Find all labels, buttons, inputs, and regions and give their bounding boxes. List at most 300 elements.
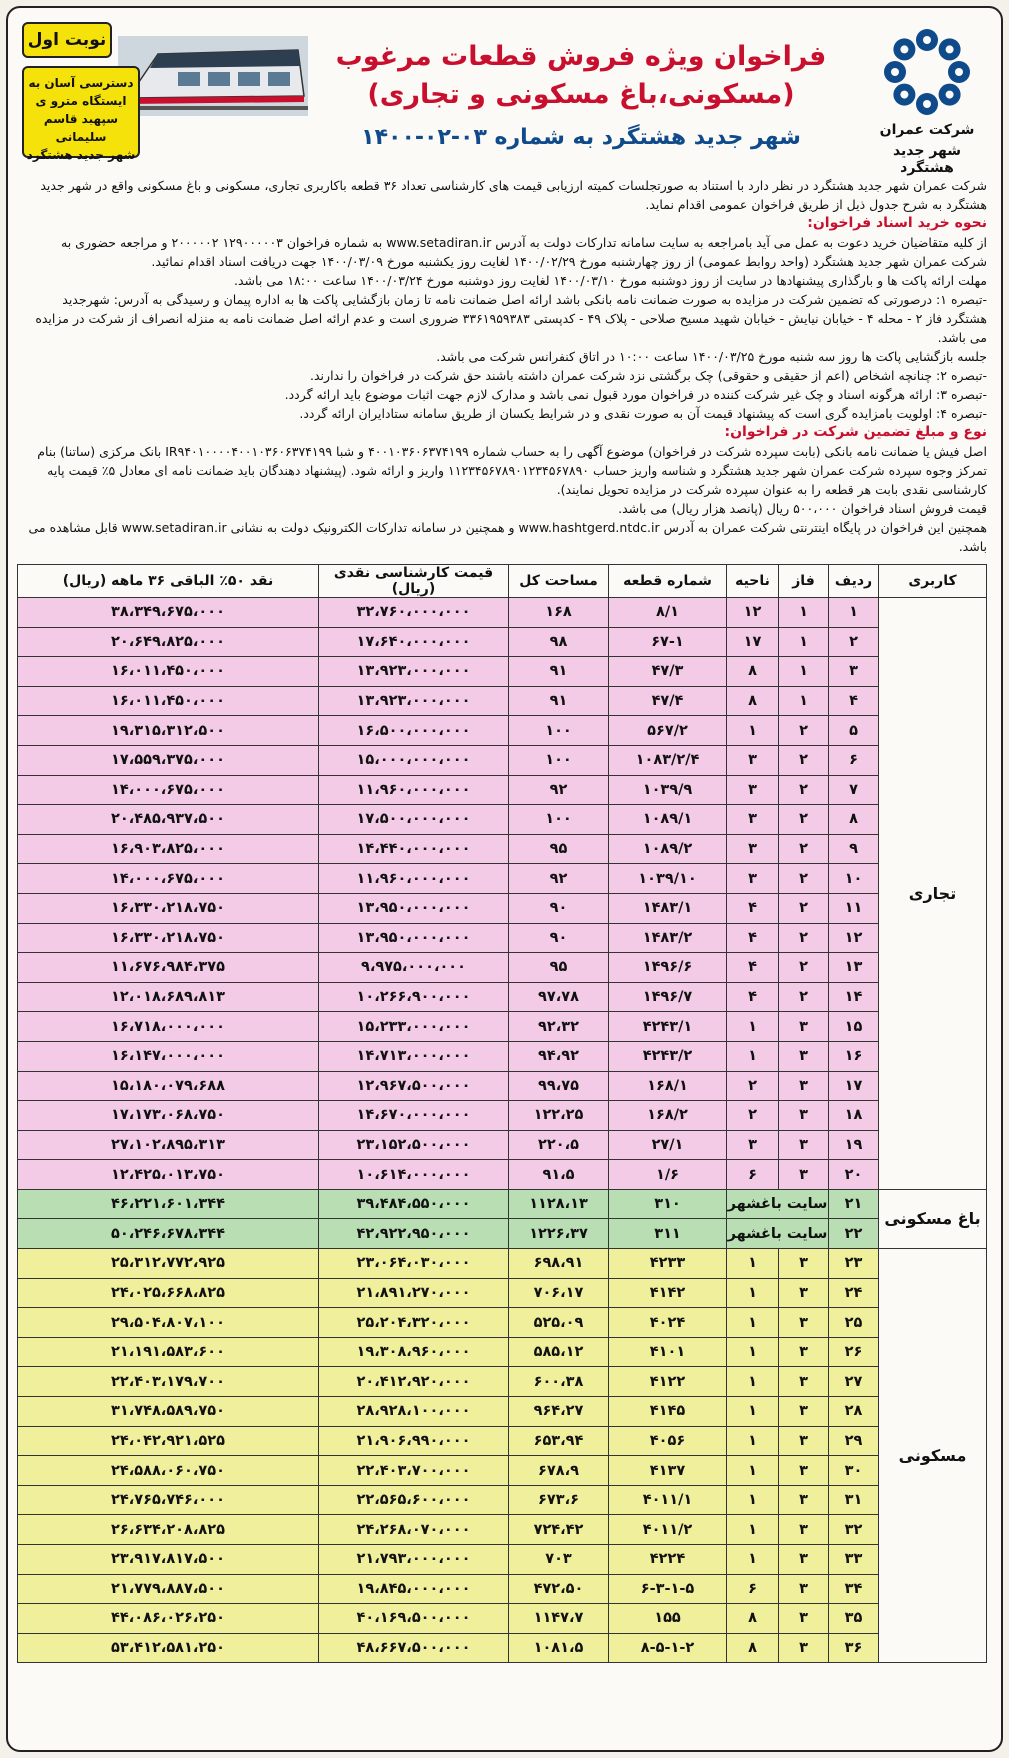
- table-cell: ۴۲،۹۲۲،۹۵۰،۰۰۰: [319, 1219, 509, 1249]
- website-paragraph: همچنین این فراخوان در پایگاه اینترنتی شرکت عمران به آدرس www.hashtgerd.ntdc.ir و همچنین در سامانه تدارکات الکترونیک دولت به نشانی www.setadiran.ir قابل مشاهده می باشد.: [28, 520, 987, 554]
- table-cell: ۶۷۳،۶: [509, 1485, 609, 1515]
- table-cell: ۱۲: [727, 598, 779, 628]
- promo-box: [22, 22, 312, 162]
- table-cell: ۱۱،۹۶۰،۰۰۰،۰۰۰: [319, 775, 509, 805]
- table-cell: ۱۴،۷۱۳،۰۰۰،۰۰۰: [319, 1041, 509, 1071]
- table-cell: ۳: [779, 1545, 829, 1575]
- table-cell: ۴۴،۰۸۶،۰۲۶،۲۵۰: [18, 1604, 319, 1634]
- table-cell: ۱: [727, 1278, 779, 1308]
- table-cell: ۱۷،۱۷۳،۰۶۸،۷۵۰: [18, 1101, 319, 1131]
- table-cell: ۴۰۵۶: [609, 1426, 727, 1456]
- column-header: ناحیه: [727, 565, 779, 598]
- table-cell: ۲۷،۱۰۲،۸۹۵،۳۱۳: [18, 1130, 319, 1160]
- table-cell: ۲۱،۸۹۱،۲۷۰،۰۰۰: [319, 1278, 509, 1308]
- table-cell: ۱۱،۶۷۶،۹۸۴،۳۷۵: [18, 953, 319, 983]
- table-cell: ۱۷: [727, 627, 779, 657]
- table-cell: ۳: [727, 745, 779, 775]
- table-cell: ۲: [779, 953, 829, 983]
- table-cell: ۱: [727, 1041, 779, 1071]
- table-cell: ۱۹،۳۰۸،۹۶۰،۰۰۰: [319, 1337, 509, 1367]
- table-cell: ۱: [779, 627, 829, 657]
- title-block: [301, 38, 861, 156]
- table-cell: ۸: [727, 1633, 779, 1663]
- table-cell: ۶۵۳،۹۴: [509, 1426, 609, 1456]
- column-header: ردیف: [829, 565, 879, 598]
- table-cell: ۱۹: [829, 1130, 879, 1160]
- table-cell: ۳: [779, 1278, 829, 1308]
- table-cell: ۱: [779, 598, 829, 628]
- table-cell: ۳: [829, 657, 879, 687]
- table-cell: ۲۰: [829, 1160, 879, 1190]
- table-cell: ۳: [727, 864, 779, 894]
- table-cell: ۲۷: [829, 1367, 879, 1397]
- table-cell: ۴۰۱۱/۲: [609, 1515, 727, 1545]
- table-cell: ۳: [727, 805, 779, 835]
- table-row: [18, 1337, 987, 1367]
- table-cell: ۱۶،۷۱۸،۰۰۰،۰۰۰: [18, 1012, 319, 1042]
- document-price: قیمت فروش اسناد فراخوان ۵۰۰،۰۰۰ ریال (پانصد هزار ریال) می باشد.: [618, 501, 987, 516]
- table-cell: ۱۰۸۳/۲/۴: [609, 745, 727, 775]
- table-cell: ۹۱،۵: [509, 1160, 609, 1190]
- column-header: شماره قطعه: [609, 565, 727, 598]
- table-cell: ۱۱۲۸،۱۳: [509, 1189, 609, 1219]
- note-1: -تبصره ۱: درصورتی که تضمین شرکت در مزایده به صورت ضمانت نامه بانکی باشد ارائه اصل ضمانت نامه تا زمان بازگشایی پاکت ها به اداره پیمان و رسیدگی به آدرس: شهرجدید هشتگرد فاز ۲ - محله ۴ - خیابان نیایش - خیابان شهید مسیح صلاحی - پلاک ۴۹ - کدپستی ۳۳۶۱۹۵۹۳۸۳ ضروری است و عدم ارائه اصل ضمانت نامه به منزله انصراف از شرکت در مزایده می باشد.: [35, 292, 987, 345]
- section-heading-purchase: نحوه خرید اسناد فراخوان:: [807, 215, 987, 231]
- table-cell: ۹۷،۷۸: [509, 982, 609, 1012]
- table-cell: ۵۳،۴۱۲،۵۸۱،۲۵۰: [18, 1633, 319, 1663]
- table-cell: ۲۶،۶۳۴،۲۰۸،۸۲۵: [18, 1515, 319, 1545]
- purchase-paragraph: از کلیه متقاضیان خرید دعوت به عمل می آید بامراجعه به سایت سامانه تدارکات دولت به آدرس www.setadiran.ir به شماره فراخوان ۱۲۹۰۰۰۰۰۳ ۲۰۰۰۰۰۲ و مراجعه حضوری به شرکت عمران شهر جدید هشتگرد (واحد روابط عمومی) از روز چهارشنبه مورخ ۱۴۰۰/۰۲/۲۹ لغایت روز یکشنبه مورخ ۱۴۰۰/۰۳/۰۹ جهت دریافت اسناد اقدام نمائید.: [61, 235, 987, 269]
- table-cell: ۴۱۴۵: [609, 1397, 727, 1427]
- table-cell: ۱۲،۰۱۸،۶۸۹،۸۱۳: [18, 982, 319, 1012]
- table-cell: ۳: [779, 1337, 829, 1367]
- table-row: [18, 1574, 987, 1604]
- table-cell: ۱۷: [829, 1071, 879, 1101]
- table-cell: ۴۸،۶۶۷،۵۰۰،۰۰۰: [319, 1633, 509, 1663]
- table-row: [18, 1456, 987, 1486]
- table-cell: ۷۰۳: [509, 1545, 609, 1575]
- table-cell: ۱۶،۰۱۱،۴۵۰،۰۰۰: [18, 686, 319, 716]
- table-cell: ۱: [727, 1367, 779, 1397]
- table-row: [18, 1485, 987, 1515]
- table-cell: ۱: [727, 1456, 779, 1486]
- table-cell: ۲۵،۳۱۲،۷۷۲،۹۲۵: [18, 1249, 319, 1279]
- table-cell: ۲۳،۱۵۲،۵۰۰،۰۰۰: [319, 1130, 509, 1160]
- table-cell: ۳۲: [829, 1515, 879, 1545]
- table-cell: ۳: [727, 834, 779, 864]
- table-header-row: [18, 565, 987, 598]
- table-cell: ۴۲۴۳/۱: [609, 1012, 727, 1042]
- table-cell: ۳: [779, 1633, 829, 1663]
- table-cell: ۱۴۹۶/۶: [609, 953, 727, 983]
- table-cell: ۱۹،۸۴۵،۰۰۰،۰۰۰: [319, 1574, 509, 1604]
- logo-company-name: شرکت عمران: [879, 122, 975, 138]
- table-cell: ۱: [727, 1308, 779, 1338]
- column-header: قیمت کارشناسی نقدی (ریال): [319, 565, 509, 598]
- table-cell: ۱/۶: [609, 1160, 727, 1190]
- table-cell: ۳: [779, 1456, 829, 1486]
- table-cell: ۳: [779, 1308, 829, 1338]
- table-row: [18, 1189, 987, 1219]
- table-cell: ۲۱،۱۹۱،۵۸۳،۶۰۰: [18, 1337, 319, 1367]
- table-cell: ۲۶: [829, 1337, 879, 1367]
- table-cell: ۱۴۹۶/۷: [609, 982, 727, 1012]
- table-cell: ۲۴،۰۴۲،۹۲۱،۵۲۵: [18, 1426, 319, 1456]
- table-row: [18, 864, 987, 894]
- table-body: [18, 598, 987, 1663]
- land-use-cell: تجاری: [879, 598, 987, 1190]
- table-cell: ۲۹،۵۰۴،۸۰۷،۱۰۰: [18, 1308, 319, 1338]
- table-cell: ۴۶،۲۲۱،۶۰۱،۳۴۴: [18, 1189, 319, 1219]
- table-cell: ۲: [779, 893, 829, 923]
- column-header: نقد ۵۰٪ الباقی ۳۶ ماهه (ریال): [18, 565, 319, 598]
- table-cell: ۲۸،۹۲۸،۱۰۰،۰۰۰: [319, 1397, 509, 1427]
- table-cell: ۱: [727, 1485, 779, 1515]
- table-cell: ۱۴،۴۴۰،۰۰۰،۰۰۰: [319, 834, 509, 864]
- opening-session: جلسه بازگشایی پاکت ها روز سه شنبه مورخ ۱۴۰۰/۰۳/۲۵ ساعت ۱۰:۰۰ در اتاق کنفرانس شرکت می باشد.: [436, 349, 987, 364]
- table-cell: ۲۲،۴۰۳،۱۷۹،۷۰۰: [18, 1367, 319, 1397]
- table-cell: ۵۸۵،۱۲: [509, 1337, 609, 1367]
- table-cell: ۱۶،۹۰۳،۸۲۵،۰۰۰: [18, 834, 319, 864]
- table-cell: ۶-۳-۱-۵: [609, 1574, 727, 1604]
- table-cell: ۲: [727, 1071, 779, 1101]
- table-row: [18, 923, 987, 953]
- table-cell: ۴۷/۳: [609, 657, 727, 687]
- table-cell: ۲۵،۲۰۴،۳۲۰،۰۰۰: [319, 1308, 509, 1338]
- table-cell: ۳۶: [829, 1633, 879, 1663]
- table-cell: ۲: [779, 864, 829, 894]
- table-cell: ۱۶،۳۳۰،۲۱۸،۷۵۰: [18, 893, 319, 923]
- table-cell: ۹۵: [509, 953, 609, 983]
- table-cell: ۱۰۰: [509, 805, 609, 835]
- table-cell: سایت باغشهر: [727, 1189, 829, 1219]
- table-cell: ۸/۱: [609, 598, 727, 628]
- table-row: [18, 1249, 987, 1279]
- table-cell: ۱۰۳۹/۱۰: [609, 864, 727, 894]
- table-cell: ۴۱۴۲: [609, 1278, 727, 1308]
- table-cell: ۱: [727, 1515, 779, 1545]
- table-cell: ۴۰۱۱/۱: [609, 1485, 727, 1515]
- table-row: [18, 716, 987, 746]
- table-cell: ۹۲: [509, 864, 609, 894]
- table-cell: ۱۲،۹۶۷،۵۰۰،۰۰۰: [319, 1071, 509, 1101]
- land-use-cell: مسکونی: [879, 1249, 987, 1663]
- table-cell: ۳: [779, 1041, 829, 1071]
- table-row: [18, 953, 987, 983]
- table-cell: ۹،۹۷۵،۰۰۰،۰۰۰: [319, 953, 509, 983]
- table-cell: ۲۲۰،۵: [509, 1130, 609, 1160]
- table-cell: ۱: [727, 1397, 779, 1427]
- table-cell: ۲۷/۱: [609, 1130, 727, 1160]
- table-cell: ۳: [779, 1426, 829, 1456]
- table-cell: ۱: [727, 1249, 779, 1279]
- table-cell: ۷: [829, 775, 879, 805]
- table-cell: ۲: [779, 716, 829, 746]
- table-row: [18, 1219, 987, 1249]
- column-header: مساحت کل: [509, 565, 609, 598]
- table-cell: ۲۳،۹۱۷،۸۱۷،۵۰۰: [18, 1545, 319, 1575]
- table-cell: ۱۵،۱۸۰،۰۷۹،۶۸۸: [18, 1071, 319, 1101]
- table-cell: ۲: [779, 834, 829, 864]
- table-cell: ۴۲۴۳/۲: [609, 1041, 727, 1071]
- table-cell: ۷۲۴،۴۲: [509, 1515, 609, 1545]
- table-cell: ۹۴،۹۲: [509, 1041, 609, 1071]
- table-cell: ۸: [727, 686, 779, 716]
- table-cell: ۸: [727, 1604, 779, 1634]
- table-cell: ۱۶۸: [509, 598, 609, 628]
- table-cell: ۶۷۸،۹: [509, 1456, 609, 1486]
- first-round-badge: نوبت اول: [22, 22, 112, 58]
- table-cell: ۹: [829, 834, 879, 864]
- table-cell: ۲۴،۰۲۵،۶۶۸،۸۲۵: [18, 1278, 319, 1308]
- table-cell: ۳: [779, 1604, 829, 1634]
- table-cell: ۱۳،۹۵۰،۰۰۰،۰۰۰: [319, 893, 509, 923]
- promo-line3: سپهبد قاسم سلیمانی: [43, 112, 119, 144]
- table-cell: ۱۰۸۹/۲: [609, 834, 727, 864]
- table-row: [18, 805, 987, 835]
- table-cell: ۱۴۸۳/۲: [609, 923, 727, 953]
- table-cell: ۹۰: [509, 893, 609, 923]
- table-cell: ۱۶۸/۲: [609, 1101, 727, 1131]
- table-cell: ۱۱،۹۶۰،۰۰۰،۰۰۰: [319, 864, 509, 894]
- table-cell: ۲۵: [829, 1308, 879, 1338]
- table-cell: ۲۳،۰۶۴،۰۳۰،۰۰۰: [319, 1249, 509, 1279]
- table-cell: ۱۰۸۹/۱: [609, 805, 727, 835]
- table-cell: ۱۳،۹۲۳،۰۰۰،۰۰۰: [319, 657, 509, 687]
- column-header: فاز: [779, 565, 829, 598]
- header: [8, 8, 1001, 176]
- table-cell: ۲۰،۶۴۹،۸۲۵،۰۰۰: [18, 627, 319, 657]
- table-row: [18, 1130, 987, 1160]
- table-cell: ۴: [727, 953, 779, 983]
- table-cell: ۹۸: [509, 627, 609, 657]
- table-row: [18, 1367, 987, 1397]
- table-cell: ۱۰،۶۱۴،۰۰۰،۰۰۰: [319, 1160, 509, 1190]
- table-cell: ۴۱۳۷: [609, 1456, 727, 1486]
- table-cell: ۱۶،۵۰۰،۰۰۰،۰۰۰: [319, 716, 509, 746]
- table-cell: ۲۲،۴۰۳،۷۰۰،۰۰۰: [319, 1456, 509, 1486]
- table-cell: ۲۲: [829, 1219, 879, 1249]
- table-cell: ۱۲: [829, 923, 879, 953]
- table-cell: ۷۰۶،۱۷: [509, 1278, 609, 1308]
- table-cell: ۱۸: [829, 1101, 879, 1131]
- table-cell: ۶۰۰،۳۸: [509, 1367, 609, 1397]
- table-cell: ۲۴: [829, 1278, 879, 1308]
- logo-city-name: شهر جدید هشتگرد: [892, 143, 962, 176]
- table-cell: ۴۲۳۳: [609, 1249, 727, 1279]
- table-cell: ۳: [779, 1012, 829, 1042]
- table-cell: ۱۴،۰۰۰،۶۷۵،۰۰۰: [18, 864, 319, 894]
- table-cell: ۱۲۲۶،۳۷: [509, 1219, 609, 1249]
- table-row: [18, 1278, 987, 1308]
- land-use-cell: باغ مسکونی: [879, 1189, 987, 1248]
- table-cell: ۲۱،۷۷۹،۸۸۷،۵۰۰: [18, 1574, 319, 1604]
- table-cell: ۶: [727, 1574, 779, 1604]
- table-cell: ۱: [727, 1426, 779, 1456]
- table-cell: ۱۰۸۱،۵: [509, 1633, 609, 1663]
- table-cell: ۴۰۲۴: [609, 1308, 727, 1338]
- table-cell: ۵۶۷/۲: [609, 716, 727, 746]
- table-row: [18, 686, 987, 716]
- table-cell: ۲: [779, 775, 829, 805]
- table-cell: ۳: [779, 1397, 829, 1427]
- table-cell: ۹۲: [509, 775, 609, 805]
- table-cell: ۱۲،۴۲۵،۰۱۳،۷۵۰: [18, 1160, 319, 1190]
- table-cell: ۱۱۴۷،۷: [509, 1604, 609, 1634]
- table-cell: ۵: [829, 716, 879, 746]
- table-cell: ۱۳،۹۲۳،۰۰۰،۰۰۰: [319, 686, 509, 716]
- table-cell: ۹۰: [509, 923, 609, 953]
- table-cell: ۳۰: [829, 1456, 879, 1486]
- table-cell: ۱۵۵: [609, 1604, 727, 1634]
- table-row: [18, 893, 987, 923]
- table-cell: ۱۰۰: [509, 716, 609, 746]
- table-cell: ۳: [779, 1130, 829, 1160]
- table-row: [18, 1071, 987, 1101]
- table-row: [18, 982, 987, 1012]
- title-line1: فراخوان ویژه فروش قطعات مرغوب: [335, 41, 827, 72]
- flower-logo-icon: [881, 26, 973, 118]
- guarantee-paragraph: اصل فیش یا ضمانت نامه بانکی (بابت سپرده شرکت در فراخوان) موضوع آگهی را به حساب شماره ۴۰۰۱۰۳۶۰۶۳۷۴۱۹۹ و شبا IR۹۴۰۱۰۰۰۰۴۰۰۱۰۳۶۰۶۳۷۴۱۹۹ بانک مرکزی (ساتنا) بنام تمرکز وجوه سپرده شرکت عمران شهر جدید هشتگرد و شناسه واریز حساب ۱۱۲۳۴۵۶۷۸۹۰۱۲۳۴۵۶۷۸۹۰ واریز و ارائه شود. (پیشنهاد دهندگان باید ضمانت نامه ای معادل ۵٪ قیمت پایه کارشناسی نقدی بابت هر قطعه را به عنوان سپرده شرکت در مزایده تحویل نمایند).: [37, 444, 987, 497]
- table-cell: ۱: [829, 598, 879, 628]
- table-row: [18, 1308, 987, 1338]
- table-cell: ۱: [727, 1545, 779, 1575]
- table-cell: ۵۰،۲۴۶،۶۷۸،۳۴۴: [18, 1219, 319, 1249]
- table-cell: ۴۷/۴: [609, 686, 727, 716]
- table-cell: ۸-۵-۱-۲: [609, 1633, 727, 1663]
- note-4: -تبصره ۴: اولویت بامزایده گری است که پیشنهاد قیمت آن به صورت نقدی و در شرایط یکسان از طریق سامانه ستادایران ارائه گردد.: [299, 406, 987, 421]
- column-header: کاربری: [879, 565, 987, 598]
- table-cell: ۲: [779, 805, 829, 835]
- table-cell: ۳۹،۴۸۴،۵۵۰،۰۰۰: [319, 1189, 509, 1219]
- table-cell: ۱۲۲،۲۵: [509, 1101, 609, 1131]
- table-cell: ۳۲،۷۶۰،۰۰۰،۰۰۰: [319, 598, 509, 628]
- table-cell: ۱: [727, 716, 779, 746]
- table-row: [18, 1426, 987, 1456]
- table-row: [18, 745, 987, 775]
- table-cell: ۴۷۲،۵۰: [509, 1574, 609, 1604]
- table-cell: ۱۵: [829, 1012, 879, 1042]
- table-cell: ۱۷،۶۴۰،۰۰۰،۰۰۰: [319, 627, 509, 657]
- table-row: [18, 1041, 987, 1071]
- table-cell: ۳: [779, 1160, 829, 1190]
- table-cell: ۳: [779, 1367, 829, 1397]
- table-cell: ۹۱: [509, 686, 609, 716]
- table-cell: ۲۴،۲۶۸،۰۷۰،۰۰۰: [319, 1515, 509, 1545]
- table-cell: ۶۹۸،۹۱: [509, 1249, 609, 1279]
- table-cell: ۱۳: [829, 953, 879, 983]
- section-heading-guarantee: نوع و مبلغ تضمین شرکت در فراخوان:: [724, 424, 987, 440]
- table-row: [18, 1545, 987, 1575]
- table-cell: ۱۷،۵۰۰،۰۰۰،۰۰۰: [319, 805, 509, 835]
- advertisement-page: [6, 6, 1003, 1752]
- table-cell: ۳: [779, 1249, 829, 1279]
- intro-paragraph: شرکت عمران شهر جدید هشتگرد در نظر دارد با استناد به صورتجلسات کمیته ارزیابی قیمت های کارشناسی تعداد ۳۶ قطعه باکاربری تجاری، مسکونی و باغ مسکونی واقع در شهر جدید هشتگرد به شرح جدول ذیل از طریق فراخوان عمومی اقدام نماید.: [40, 178, 987, 212]
- table-row: [18, 657, 987, 687]
- table-cell: ۱۰۰: [509, 745, 609, 775]
- plots-table-wrapper: [22, 564, 987, 1663]
- table-cell: ۵۲۵،۰۹: [509, 1308, 609, 1338]
- table-cell: ۶: [727, 1160, 779, 1190]
- table-cell: ۱۰: [829, 864, 879, 894]
- table-cell: ۱۱: [829, 893, 879, 923]
- table-cell: ۳: [779, 1574, 829, 1604]
- table-cell: ۲۳: [829, 1249, 879, 1279]
- promo-line1: دسترسی آسان به: [28, 76, 134, 90]
- table-cell: ۳: [779, 1101, 829, 1131]
- table-cell: ۱۴،۶۷۰،۰۰۰،۰۰۰: [319, 1101, 509, 1131]
- table-cell: ۳۱،۷۴۸،۵۸۹،۷۵۰: [18, 1397, 319, 1427]
- train-icon: [118, 36, 308, 116]
- table-cell: ۲۰،۴۱۲،۹۲۰،۰۰۰: [319, 1367, 509, 1397]
- table-cell: سایت باغشهر: [727, 1219, 829, 1249]
- table-cell: ۹۱: [509, 657, 609, 687]
- table-cell: ۱۰،۲۶۶،۹۰۰،۰۰۰: [319, 982, 509, 1012]
- table-cell: ۸: [727, 657, 779, 687]
- table-cell: ۱۴: [829, 982, 879, 1012]
- deadline-paragraph: مهلت ارائه پاکت ها و بارگذاری پیشنهادها در سایت از روز دوشنبه مورخ ۱۴۰۰/۰۳/۱۰ لغایت روز دوشنبه مورخ ۱۴۰۰/۰۳/۲۴ ساعت ۱۸:۰۰ می باشد.: [234, 273, 987, 288]
- table-cell: ۳: [727, 1130, 779, 1160]
- intro-text: [22, 176, 987, 556]
- table-cell: ۲: [727, 1101, 779, 1131]
- table-cell: ۲۸: [829, 1397, 879, 1427]
- table-row: [18, 775, 987, 805]
- table-cell: ۶: [829, 745, 879, 775]
- table-cell: ۱: [727, 1337, 779, 1367]
- table-cell: ۱۴،۰۰۰،۶۷۵،۰۰۰: [18, 775, 319, 805]
- table-cell: ۳: [727, 775, 779, 805]
- table-row: [18, 1012, 987, 1042]
- promo-line2: ایستگاه مترو ی: [35, 94, 127, 108]
- table-cell: ۹۵: [509, 834, 609, 864]
- table-cell: ۳: [779, 1515, 829, 1545]
- table-cell: ۴: [727, 982, 779, 1012]
- table-cell: ۱: [727, 1012, 779, 1042]
- table-cell: ۴: [829, 686, 879, 716]
- table-cell: ۲۹: [829, 1426, 879, 1456]
- table-cell: ۳۸،۳۴۹،۶۷۵،۰۰۰: [18, 598, 319, 628]
- table-row: [18, 1397, 987, 1427]
- table-cell: ۱۶،۰۱۱،۴۵۰،۰۰۰: [18, 657, 319, 687]
- table-cell: ۳۳: [829, 1545, 879, 1575]
- table-cell: ۲: [779, 745, 829, 775]
- table-cell: ۲۱،۷۹۳،۰۰۰،۰۰۰: [319, 1545, 509, 1575]
- table-cell: ۹۹،۷۵: [509, 1071, 609, 1101]
- table-cell: ۲: [779, 982, 829, 1012]
- table-cell: ۲۲،۵۶۵،۶۰۰،۰۰۰: [319, 1485, 509, 1515]
- table-cell: ۳۱۱: [609, 1219, 727, 1249]
- table-row: [18, 1515, 987, 1545]
- plots-table: [17, 564, 987, 1663]
- title-line2: (مسکونی،باغ مسکونی و تجاری): [367, 79, 795, 110]
- table-cell: ۱۶: [829, 1041, 879, 1071]
- table-cell: ۱۶۸/۱: [609, 1071, 727, 1101]
- table-cell: ۱: [779, 657, 829, 687]
- note-2: -تبصره ۲: چنانچه اشخاص (اعم از حقیقی و حقوقی) چک برگشتی نزد شرکت عمران داشته باشند حق شرکت در فراخوان را ندارند.: [310, 368, 987, 383]
- table-row: [18, 627, 987, 657]
- table-cell: ۳۵: [829, 1604, 879, 1634]
- note-3: -تبصره ۳: ارائه هرگونه اسناد و چک غیر شرکت کننده در فراخوان مورد قبول نمی باشد و مدارک لازم جهت اثبات موضوع باید ارائه گردد.: [284, 387, 987, 402]
- table-cell: ۴۱۲۲: [609, 1367, 727, 1397]
- table-row: [18, 834, 987, 864]
- table-cell: ۶۷-۱: [609, 627, 727, 657]
- title-line3: شهر جدید هشتگرد به شماره ۰۳-۰۲-۱۴۰۰: [361, 125, 801, 150]
- promo-line4: شهر جدید هشتگرد: [26, 148, 136, 162]
- table-row: [18, 1160, 987, 1190]
- table-cell: ۱۶،۱۴۷،۰۰۰،۰۰۰: [18, 1041, 319, 1071]
- table-cell: ۲۴،۵۸۸،۰۶۰،۷۵۰: [18, 1456, 319, 1486]
- table-row: [18, 598, 987, 628]
